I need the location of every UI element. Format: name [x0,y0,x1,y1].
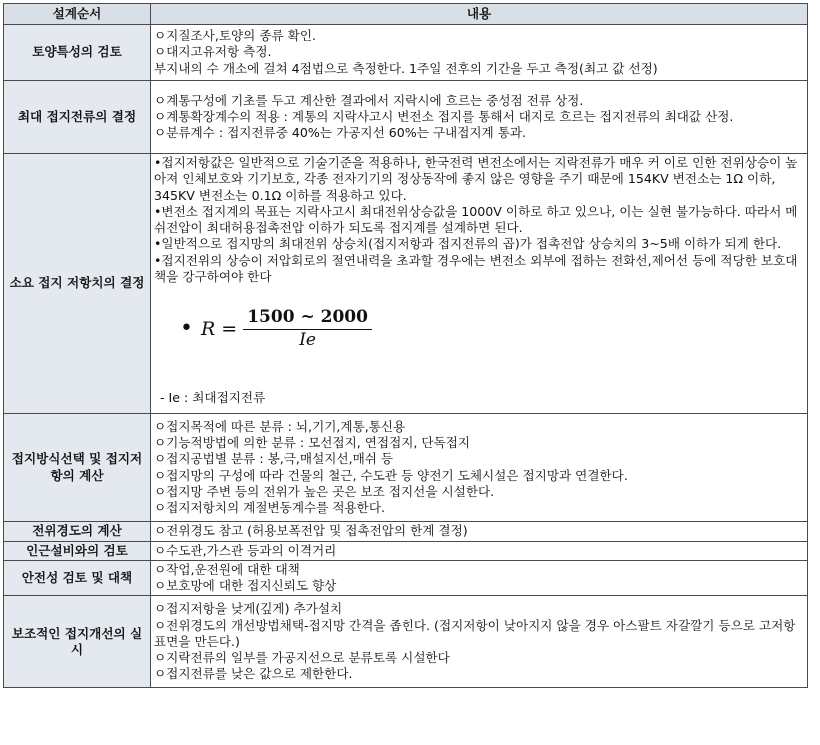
design-procedure-table [3,3,808,688]
content-line: ㅇ지락전류의 일부를 가공지선으로 분류토록 시설한다 [154,650,450,666]
content-line: ㅇ분류계수 : 접지전류중 40%는 가공지선 60%는 구내접지계 통과. [154,125,527,141]
header-content: 내용 [151,4,808,25]
formula-fraction [243,309,372,348]
content-cell [151,541,808,560]
formula-numerator: 1500 ~ 2000 [243,309,372,329]
content-line: ㅇ접지망의 구성에 따라 건물의 철근, 수도관 등 양전기 도체시설은 접지망과 연결한다. [154,467,628,483]
content-line: ㅇ접지공법별 분류 : 봉,극,매설지선,매쉬 등 [154,451,394,467]
formula-note: - Ie : 최대접지전류 [160,389,266,405]
table-row [4,81,808,154]
content-line: ㅇ전위경도의 개선방법채택-접지망 간격을 좁힌다. (접지저항이 낮아지지 않을 경우 아스팔트 자갈깔기 등으로 고저항 표면을 만든다.) [154,617,796,649]
table-row [4,154,808,414]
formula-equals: = [221,317,238,340]
content-line: 부지내의 수 개소에 걸쳐 4점법으로 측정한다. 1주일 전후의 기간을 두고 측정(최고 값 선정) [154,60,658,76]
content-line: •접지전위의 상승이 저압회로의 절연내력을 초과할 경우에는 변전소 외부에 접하는 전화선,제어선 등에 적당한 보호대책을 강구하여야 한다 [154,252,798,285]
content-line: ㅇ접지목적에 따른 분류 : 뇌,기기,계통,통신용 [154,418,406,434]
content-line: ㅇ접지저항을 낮게(깊게) 추가설치 [154,601,343,617]
content-line: ㅇ작업,운전원에 대한 대책 [154,561,300,577]
step-supplementary-improvement: 보조적인 접지개선의 실시 [4,596,151,688]
step-required-resistance: 소요 접지 저항치의 결정 [4,154,151,414]
step-soil-review: 토양특성의 검토 [4,25,151,81]
content-cell [151,522,808,541]
step-nearby-facilities: 인근설비와의 검토 [4,541,151,560]
content-cell [151,560,808,596]
content-line: ㅇ대지고유저항 측정. [154,44,272,60]
content-line: ㅇ접지전류를 낮은 값으로 제한한다. [154,666,353,682]
content-line: ㅇ계통확장계수의 적용 : 계통의 지락사고시 변전소 접지를 통해서 대지로 흐르는 접지전류의 최대값 산정. [154,108,734,124]
formula-bullet: • [180,315,193,341]
step-max-ground-current: 최대 접지전류의 결정 [4,81,151,154]
content-line: ㅇ지질조사,토양의 종류 확인. [154,28,316,44]
table-row [4,560,808,596]
content-line: •변전소 접지계의 목표는 지락사고시 최대전위상승값을 1000V 이하로 하고 있으나, 이는 실현 불가능하다. 따라서 메쉬전압이 최대허용접촉전압 이하가 되도록 접지계를 설계하면 된다. [154,203,798,236]
table-row [4,541,808,560]
formula-lhs: R [200,317,216,340]
formula-block [154,285,804,368]
table-row [4,25,808,81]
content-line: ㅇ보호망에 대한 접지신뢰도 향상 [154,578,337,594]
content-cell [151,596,808,688]
content-line: ㅇ전위경도 참고 (허용보폭전압 및 접촉전압의 한계 결정) [154,523,468,539]
content-line: ㅇ기능적방법에 의한 분류 : 모선접지, 연접접지, 단독접지 [154,435,471,451]
content-line: •접지저항값은 일반적으로 기술기준을 적용하나, 한국전력 변전소에서는 지락전류가 매우 커 이로 인한 전위상승이 높아져 인체보호와 기기보호, 각종 전자기기의 정상동작에 좋지 않은 영향을 주기 때문에 154KV 변전소는 1Ω 이하, 345KV 변전소는 0.1Ω 이하를 적용하고 있다. [154,155,798,203]
content-cell [151,414,808,522]
content-cell [151,154,808,414]
step-potential-gradient: 전위경도의 계산 [4,522,151,541]
content-cell [151,25,808,81]
content-line: ㅇ수도관,가스관 등과의 이격거리 [154,542,337,558]
content-line: ㅇ접지저항치의 계절변동계수를 적용한다. [154,500,385,516]
formula-denominator: Ie [299,329,316,350]
content-line: ㅇ접지망 주변 등의 전위가 높은 곳은 보조 접지선을 시설한다. [154,484,495,500]
header-step: 설계순서 [4,4,151,25]
table-row [4,522,808,541]
resistance-formula [180,309,372,348]
content-line: •일반적으로 접지망의 최대전위 상승치(접지저항과 접지전류의 곱)가 접촉전압 상승치의 3~5배 이하가 되게 한다. [154,236,782,252]
table-row [4,596,808,688]
table-row [4,414,808,522]
step-safety-review: 안전성 검토 및 대책 [4,560,151,596]
table-header-row [4,4,808,25]
step-grounding-method: 접지방식선택 및 접지저항의 계산 [4,414,151,522]
content-line: ㅇ계통구성에 기초를 두고 계산한 결과에서 지락시에 흐르는 중성점 전류 상정. [154,92,584,108]
content-cell [151,81,808,154]
